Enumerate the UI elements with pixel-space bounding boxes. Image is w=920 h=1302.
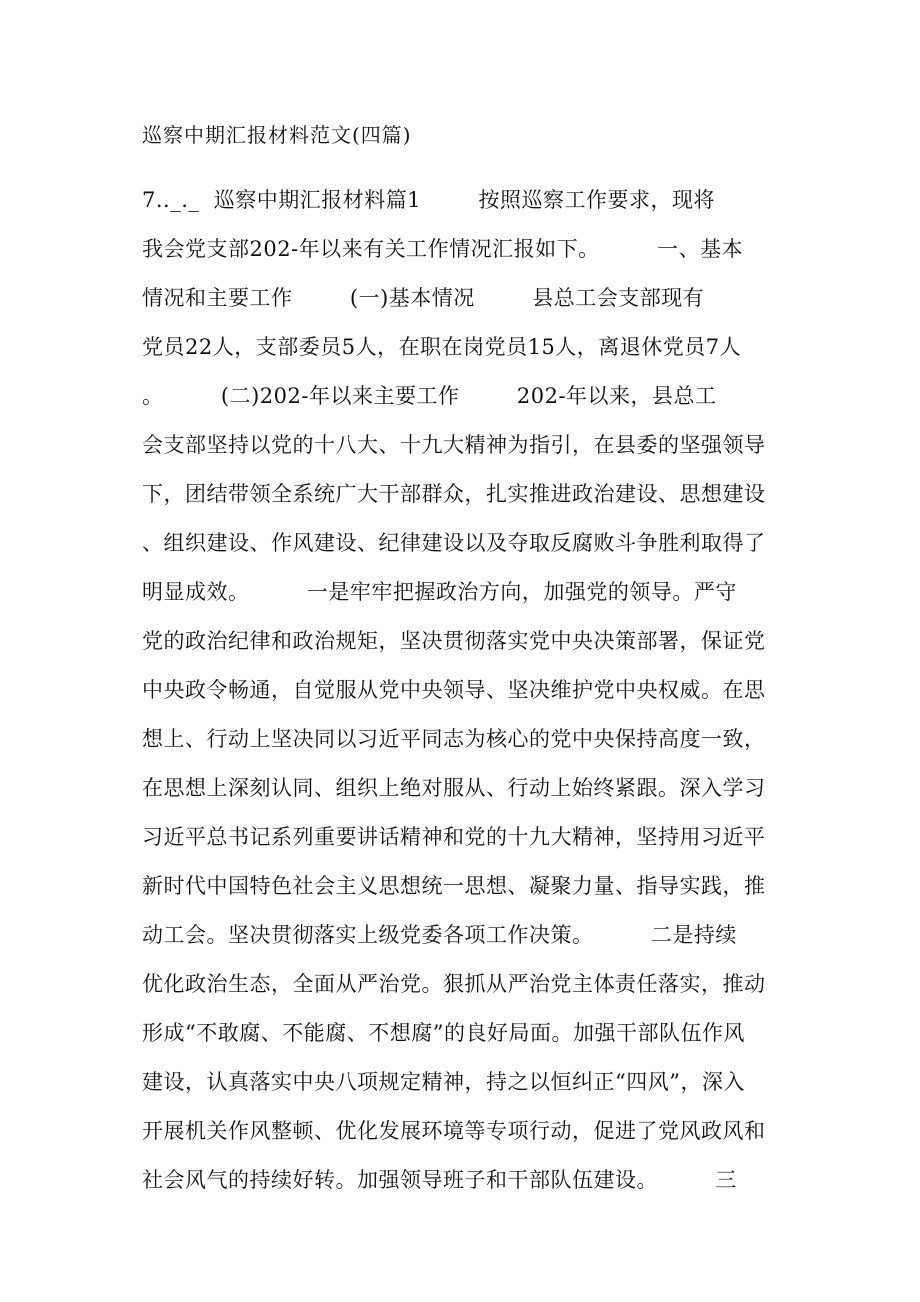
body-line: 情况和主要工作 (一)基本情况 县总工会支部现有 [142,286,705,310]
body-line: 形成“不敢腐、不能腐、不想腐”的良好局面。加强干部队伍作风 [142,1021,745,1045]
body-line: 新时代中国特色社会主义思想统一思想、凝聚力量、指导实践，推 [142,874,766,898]
body-line: 会支部坚持以党的十八大、十九大精神为指引，在县委的坚强领导 [142,433,766,457]
body-line: 优化政治生态，全面从严治党。狠抓从严治党主体责任落实，推动 [142,972,766,996]
body-line: 习近平总书记系列重要讲话精神和党的十九大精神，坚持用习近平 [142,825,766,849]
body-line: 中央政令畅通，自觉服从党中央领导、坚决维护党中央权威。在思 [142,678,766,702]
body-line: 在思想上深刻认同、组织上绝对服从、行动上始终紧跟。深入学习 [142,776,766,800]
body-line: 明显成效。 一是牢牢把握政治方向，加强党的领导。严守 [142,580,737,604]
body-line: 想上、行动上坚决同以习近平同志为核心的党中央保持高度一致， [142,727,766,751]
body-line: 、组织建设、作风建设、纪律建设以及夺取反腐败斗争胜利取得了 [142,531,766,555]
document-body [142,186,782,1215]
body-line: 。 (二)202-年以来主要工作 202-年以来，县总工 [142,384,717,408]
body-line: 7.._._ 巡察中期汇报材料篇1 按照巡察工作要求，现将 [142,188,715,212]
body-line: 下，团结带领全系统广大干部群众，扎实推进政治建设、思想建设 [142,482,766,506]
body-line: 党员22人，支部委员5人，在职在岗党员15人，离退休党员7人 [142,335,742,359]
body-line: 动工会。坚决贯彻落实上级党委各项工作决策。 二是持续 [142,923,737,947]
body-line: 我会党支部202-年以来有关工作情况汇报如下。 一、基本 [142,237,744,261]
body-line: 建设，认真落实中央八项规定精神，持之以恒纠正“四风”，深入 [142,1070,745,1094]
body-line: 党的政治纪律和政治规矩，坚决贯彻落实党中央决策部署，保证党 [142,629,766,653]
body-line: 社会风气的持续好转。加强领导班子和干部队伍建设。 三 [142,1168,737,1192]
body-line: 开展机关作风整顿、优化发展环境等专项行动，促进了党风政风和 [142,1119,766,1143]
document-title: 巡察中期汇报材料范文(四篇) [142,123,412,147]
